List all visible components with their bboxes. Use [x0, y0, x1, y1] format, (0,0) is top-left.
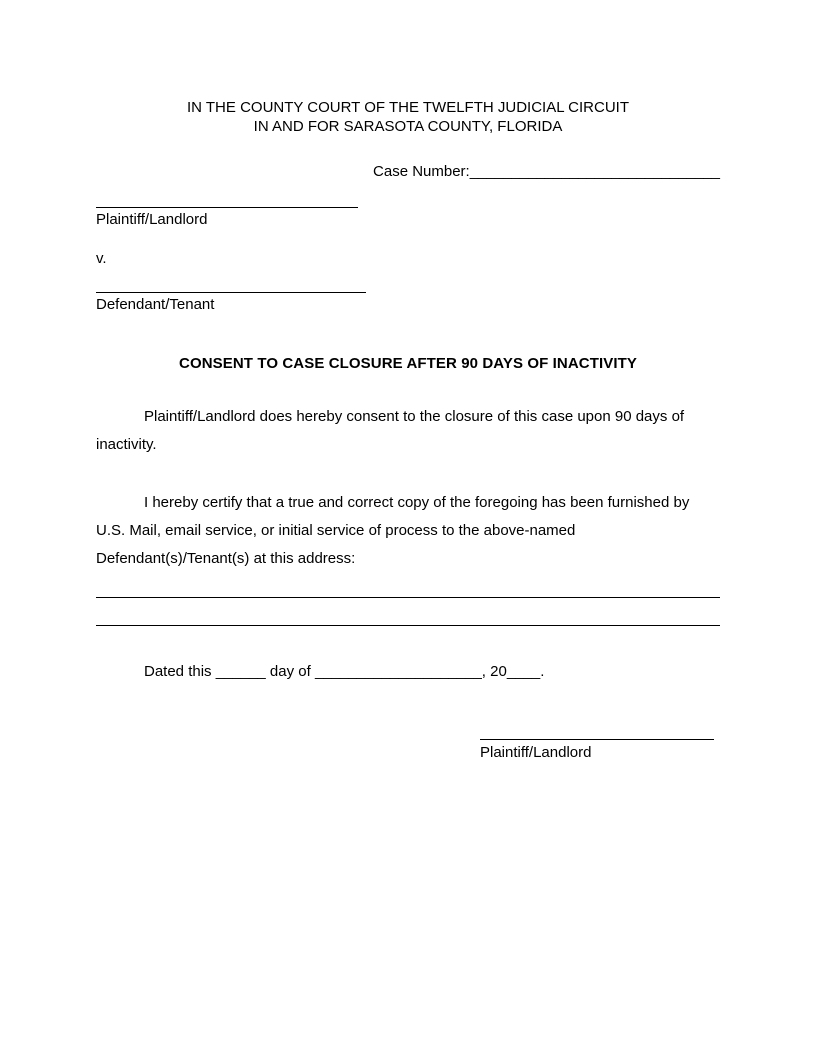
court-header-line-2: IN AND FOR SARASOTA COUNTY, FLORIDA: [253, 118, 563, 135]
court-header: [96, 96, 720, 136]
plaintiff-name-rule: [96, 207, 358, 208]
case-number-blank[interactable]: ______________________________: [469, 163, 720, 180]
defendant-label: Defendant/Tenant: [96, 296, 215, 313]
address-line-2[interactable]: [96, 625, 720, 626]
dated-line: [96, 662, 720, 681]
case-number-label: Case Number:: [373, 163, 470, 180]
body-paragraph-1-text: Plaintiff/Landlord does hereby consent to the closure of this case upon 90 days of inactivity.: [96, 408, 685, 453]
case-number-row: [96, 162, 720, 181]
body-paragraph-2-text: I hereby certify that a true and correct copy of the foregoing has been furnished by U.S. Mail, email service, or initial service of process to the above-named Defendant(s)/Tenant(s) at this address:: [96, 494, 690, 567]
dated-line-text[interactable]: Dated this ______ day of ____________________, 20____.: [144, 663, 545, 680]
signature-block: [96, 739, 720, 762]
case-caption: [96, 207, 720, 314]
address-line-1[interactable]: [96, 597, 720, 598]
signature-rule[interactable]: [480, 739, 714, 740]
body-paragraph-1: [96, 403, 720, 459]
document-title: CONSENT TO CASE CLOSURE AFTER 90 DAYS OF INACTIVITY: [179, 355, 637, 372]
court-header-line-1: IN THE COUNTY COURT OF THE TWELFTH JUDICIAL CIRCUIT: [187, 99, 629, 116]
signature-label: Plaintiff/Landlord: [480, 744, 592, 761]
signature-inner: [480, 739, 720, 762]
plaintiff-label: Plaintiff/Landlord: [96, 211, 208, 228]
defendant-name-rule: [96, 292, 366, 293]
versus-label: v.: [96, 250, 107, 267]
body-paragraph-2: [96, 489, 720, 573]
